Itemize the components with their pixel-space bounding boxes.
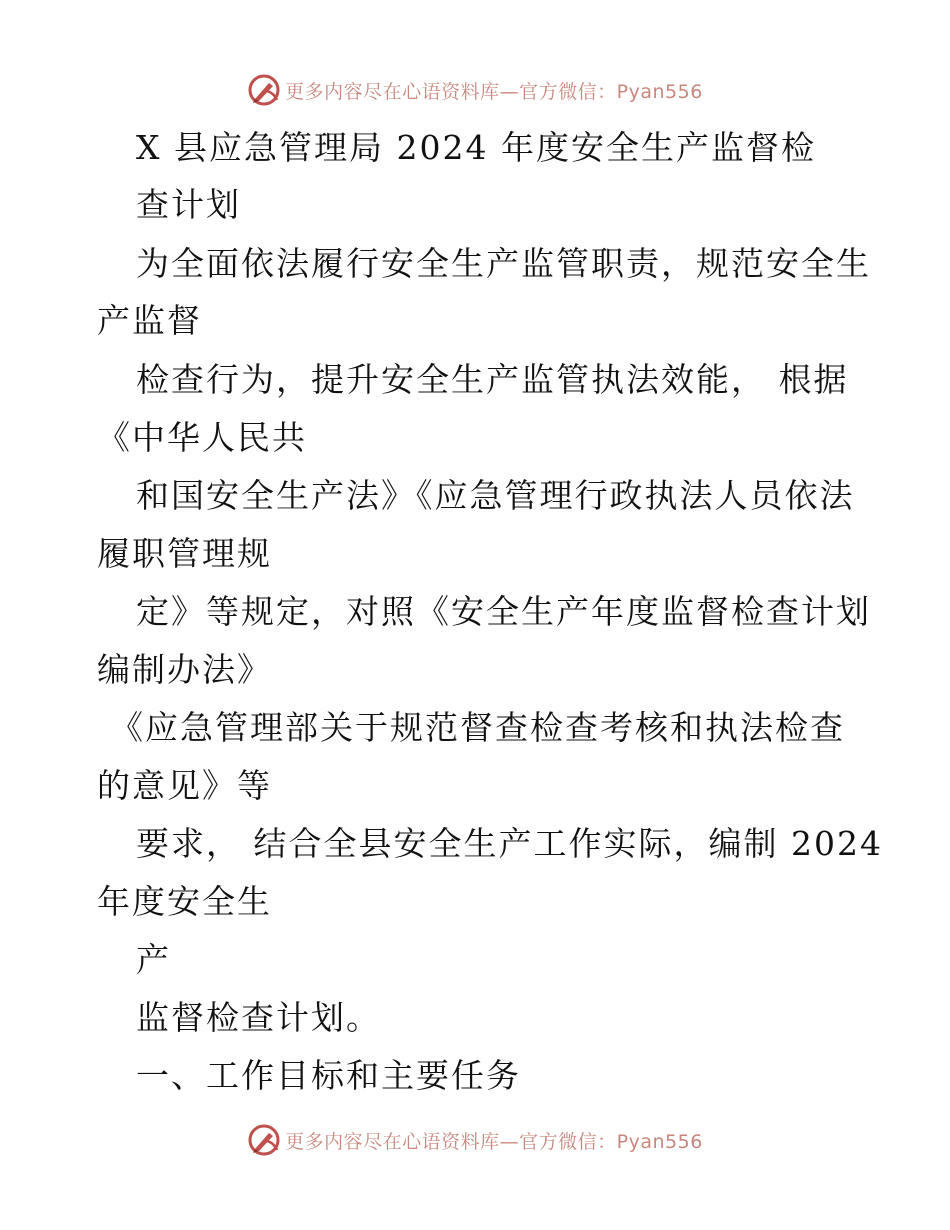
paragraph-line: 产监督: [97, 301, 202, 340]
document-title-line-1: X 县应急管理局 2024 年度安全生产监督检: [136, 128, 816, 167]
paragraph-line: 为全面依法履行安全生产监管职责，规范安全生: [136, 244, 871, 283]
pen-circle-icon: [247, 1123, 281, 1157]
document-title-line-2: 查计划: [136, 185, 241, 224]
header-watermark: [0, 70, 950, 110]
paragraph-line: 编制办法》: [97, 650, 272, 689]
paragraph-line: 履职管理规: [97, 534, 272, 573]
pen-circle-icon: [247, 73, 281, 107]
section-heading: 一、工作目标和主要任务: [136, 1056, 521, 1095]
paragraph-line: 《中华人民共: [97, 418, 307, 457]
paragraph-line: 的意见》等: [97, 766, 272, 805]
paragraph-line: 监督检查计划。: [136, 998, 381, 1037]
paragraph-line: 产: [136, 940, 171, 979]
paragraph-line: 定》等规定，对照《安全生产年度监督检查计划: [136, 592, 871, 631]
paragraph-line: 年度安全生: [97, 882, 272, 921]
watermark-text: 更多内容尽在心语资料库—官方微信：Pyan556: [285, 1130, 703, 1153]
paragraph-line: 检查行为，提升安全生产监管执法效能， 根据: [136, 360, 849, 399]
watermark-text: 更多内容尽在心语资料库—官方微信：Pyan556: [285, 80, 703, 103]
paragraph-line: 要求， 结合全县安全生产工作实际，编制 2024: [136, 824, 883, 863]
paragraph-line: 《应急管理部关于规范督查检查考核和执法检查: [110, 708, 845, 747]
paragraph-line: 和国安全生产法》《应急管理行政执法人员依法: [136, 476, 855, 515]
footer-watermark: [0, 1120, 950, 1160]
